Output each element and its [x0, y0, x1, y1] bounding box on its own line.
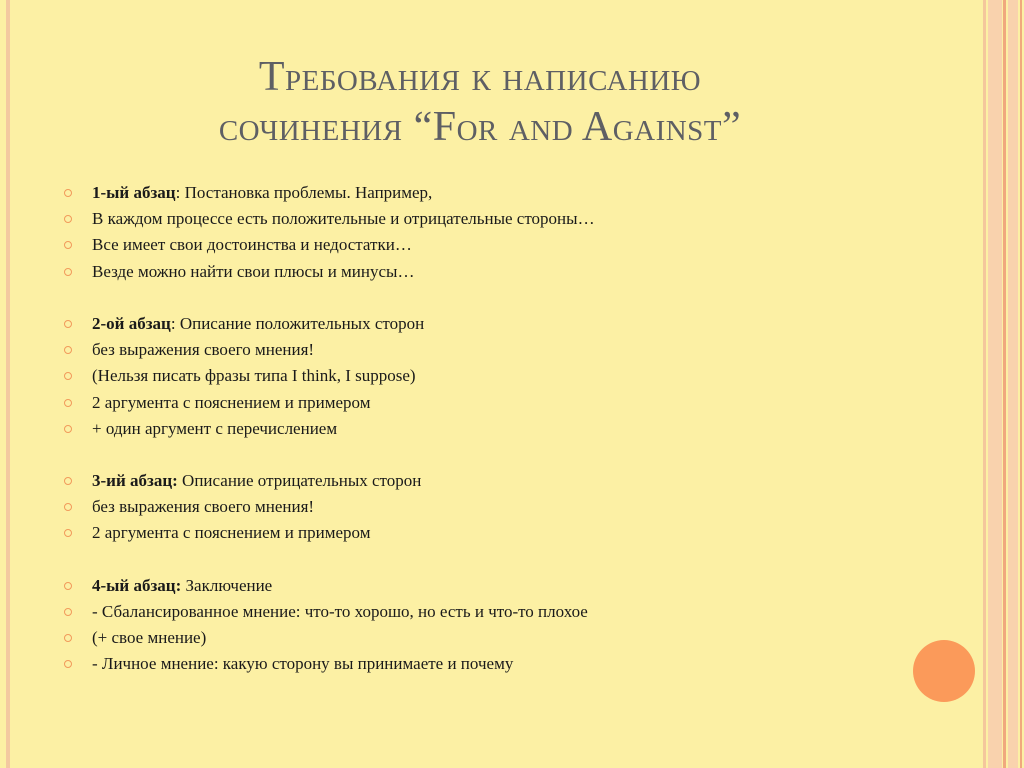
bullet-icon [64, 268, 72, 276]
bullet-icon [64, 399, 72, 407]
bullet-list [64, 180, 894, 678]
stripe [1003, 0, 1006, 768]
bullet-icon [64, 215, 72, 223]
stripe [1008, 0, 1018, 768]
bullet-icon [64, 582, 72, 590]
bullet-icon [64, 189, 72, 197]
bullet-icon [64, 529, 72, 537]
list-item: 2 аргумента с пояснением и примером [64, 390, 894, 416]
stripe [1020, 0, 1022, 768]
stripe [983, 0, 986, 768]
bullet-icon [64, 477, 72, 485]
list-item: - Личное мнение: какую сторону вы принимаете и почему [64, 651, 894, 677]
list-item: 4-ый абзац: Заключение [64, 573, 894, 599]
title-line-2: сочинения “For and Against” [218, 104, 742, 150]
list-item: (+ свое мнение) [64, 625, 894, 651]
bullet-icon [64, 372, 72, 380]
bullet-icon [64, 320, 72, 328]
list-item: 2 аргумента с пояснением и примером [64, 520, 894, 546]
slide-title [60, 52, 900, 152]
right-stripes-decoration [978, 0, 1024, 768]
bullet-icon [64, 241, 72, 249]
list-item: (Нельзя писать фразы типа I think, I suppose) [64, 363, 894, 389]
bullet-icon [64, 503, 72, 511]
list-item: Везде можно найти свои плюсы и минусы… [64, 259, 894, 285]
list-item: В каждом процессе есть положительные и отрицательные стороны… [64, 206, 894, 232]
list-item: без выражения своего мнения! [64, 494, 894, 520]
list-item: - Сбалансированное мнение: что-то хорошо, но есть и что-то плохое [64, 599, 894, 625]
left-border-decoration [6, 0, 10, 768]
list-item: 2-ой абзац: Описание положительных сторон [64, 311, 894, 337]
stripe [988, 0, 1002, 768]
bullet-icon [64, 425, 72, 433]
bullet-icon [64, 608, 72, 616]
list-item: без выражения своего мнения! [64, 337, 894, 363]
list-item: 3-ий абзац: Описание отрицательных сторон [64, 468, 894, 494]
bullet-icon [64, 346, 72, 354]
spacer [64, 547, 894, 573]
spacer [64, 285, 894, 311]
list-item: Все имеет свои достоинства и недостатки… [64, 232, 894, 258]
list-item: 1-ый абзац: Постановка проблемы. Например, [64, 180, 894, 206]
orange-circle-decoration [913, 640, 975, 702]
spacer [64, 442, 894, 468]
bullet-icon [64, 660, 72, 668]
bullet-icon [64, 634, 72, 642]
title-line-1: Требования к написанию [258, 54, 702, 100]
list-item: + один аргумент с перечислением [64, 416, 894, 442]
